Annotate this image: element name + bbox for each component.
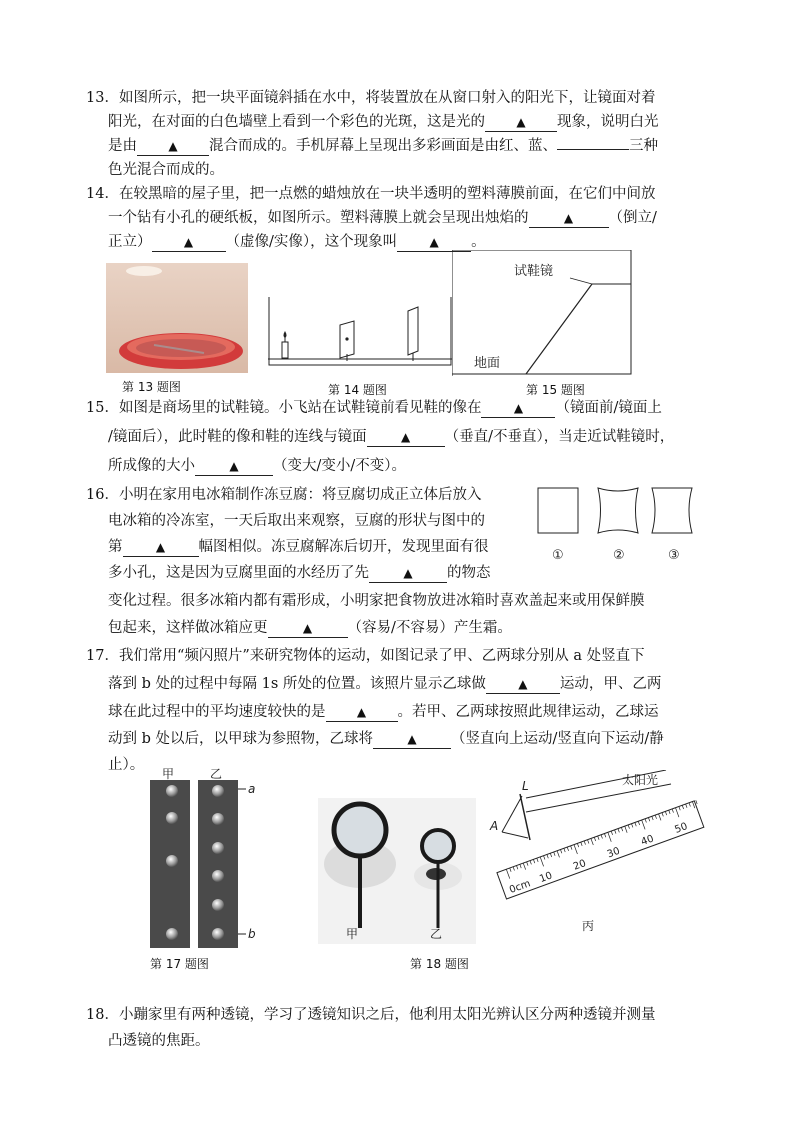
fig15-ground-label: 地面 [474, 356, 501, 371]
q14-line1: 14．在较黑暗的屋子里，把一点燃的蜡烛放在一块半透明的塑料薄膜前面，在它们中间放 [86, 186, 656, 202]
q18-line1: 18．小蹦家里有两种透镜，学习了透镜知识之后，他利用太阳光辨认区分两种透镜并测量 [86, 1007, 656, 1023]
fig15-diagram [452, 250, 636, 376]
fig18-sunlight-label: 太阳光 [622, 773, 659, 787]
fig17-strobe-photo [150, 768, 262, 950]
answer-blank[interactable]: ▲ [195, 457, 273, 476]
answer-blank[interactable]: ▲ [268, 619, 348, 638]
ruler-tick-40: 40 [639, 833, 656, 849]
fig15-mirror-label: 试鞋镜 [514, 264, 554, 279]
fig18-lens-photo [318, 798, 476, 944]
answer-blank[interactable]: ▲ [369, 564, 447, 583]
q16-line2: 电冰箱的冷冻室，一天后取出来观察，豆腐的形状与图中的 [108, 513, 485, 529]
ruler-tick-20: 20 [571, 858, 588, 873]
tofu-label-1: ① [552, 548, 564, 563]
answer-blank[interactable]: ▲ [485, 113, 557, 132]
q15-line2: /镜面后），此时鞋的像和鞋的连线与镜面 ▲ （垂直/不垂直），当走近试鞋镜时， [108, 429, 675, 445]
tofu-label-3: ③ [668, 548, 680, 563]
fig13-photo [106, 263, 248, 373]
q14-line3: 正立） ▲ （虚像/实像），这个现象叫 ▲ 。 [108, 234, 486, 250]
q13-line3: 是由 ▲ 混合而成的。手机屏幕上呈现出多彩画面是由红、蓝、 三种 [108, 138, 658, 154]
fig17-label-b: b [248, 927, 256, 941]
ruler-tick-50: 50 [673, 821, 690, 836]
q15-line3: 所成像的大小 ▲ （变大/变小/不变）。 [108, 458, 407, 474]
q15-line1: 15．如图是商场里的试鞋镜。小飞站在试鞋镜前看见鞋的像在 ▲ （镜面前/镜面上 [86, 400, 662, 416]
answer-blank[interactable] [557, 149, 629, 150]
q17-line2: 落到 b 处的过程中每隔 1s 所处的位置。该照片显示乙球做 ▲ 运动，甲、乙两 [108, 676, 662, 692]
answer-blank[interactable]: ▲ [529, 209, 609, 228]
ruler-tick-mark [696, 800, 697, 804]
fig14-caption: 第 14 题图 [328, 383, 387, 397]
q13-line2: 阳光，在对面的白色墙壁上看到一个彩色的光斑，这是光的 ▲ 现象，说明白光 [108, 114, 659, 130]
fig18-caption: 第 18 题图 [410, 957, 469, 971]
answer-blank[interactable]: ▲ [152, 233, 226, 252]
q16-line5: 变化过程。很多冰箱内都有霜形成，小明家把食物放进冰箱时喜欢盖起来或用保鲜膜 [108, 593, 645, 609]
fig17-label-jia: 甲 [162, 768, 175, 781]
ruler-tick-10: 10 [538, 870, 554, 886]
fig17-label-yi: 乙 [210, 768, 223, 781]
ruler-tick-30: 30 [605, 845, 622, 861]
ruler-tick-0: 0cm [508, 878, 533, 896]
q17-line1: 17．我们常用“频闪照片”来研究物体的运动，如图记录了甲、乙两球分别从 a 处竖直下 [86, 648, 645, 664]
q13-line1: 13．如图所示，把一块平面镜斜插在水中，将装置放在从窗口射入的阳光下，让镜面对着 [86, 90, 656, 106]
fig14-diagram [268, 295, 452, 375]
answer-blank[interactable]: ▲ [397, 233, 471, 252]
q18-line2: 凸透镜的焦距。 [108, 1033, 210, 1049]
q17-line3: 球在此过程中的平均速度较快的是 ▲ 。若甲、乙两球按照此规律运动，乙球运 [108, 704, 659, 720]
q16-line6: 包起来，这样做冰箱应更 ▲ （容易/不容易）产生霜。 [108, 620, 512, 636]
fig15-caption: 第 15 题图 [526, 383, 585, 397]
answer-blank[interactable]: ▲ [481, 399, 555, 418]
q13-line4: 色光混合而成的。 [108, 162, 224, 178]
fig18-label-A: A [490, 819, 499, 833]
fig18-ruler-diagram [486, 770, 706, 942]
answer-blank[interactable]: ▲ [486, 675, 560, 694]
fig18-label-bing: 丙 [582, 919, 595, 933]
q16-tofu-figures [534, 485, 694, 565]
fig18-label-L: L [522, 779, 529, 793]
q16-line1: 16．小明在家用电冰箱制作冻豆腐：将豆腐切成正立体后放入 [86, 487, 482, 503]
answer-blank[interactable]: ▲ [373, 730, 451, 749]
q14-line2: 一个钻有小孔的硬纸板，如图所示。塑料薄膜上就会呈现出烛焰的 ▲ （倒立/ [108, 210, 657, 226]
fig18-label-jia: 甲 [346, 927, 359, 941]
answer-blank[interactable]: ▲ [326, 703, 398, 722]
fig13-caption: 第 13 题图 [122, 380, 181, 394]
fig17-caption: 第 17 题图 [150, 957, 209, 971]
answer-blank[interactable]: ▲ [123, 538, 199, 557]
q17-line5: 止）。 [108, 757, 145, 773]
answer-blank[interactable]: ▲ [367, 428, 445, 447]
q17-line4: 动到 b 处以后，以甲球为参照物，乙球将 ▲ （竖直向上运动/竖直向下运动/静 [108, 731, 664, 747]
fig17-label-a: a [248, 782, 256, 796]
tofu-label-2: ② [613, 548, 625, 563]
q16-line4: 多小孔，这是因为豆腐里面的水经历了先 ▲ 的物态 [108, 565, 491, 581]
q16-line3: 第 ▲ 幅图相似。冻豆腐解冻后切开，发现里面有很 [108, 539, 489, 555]
fig18-label-yi: 乙 [430, 927, 443, 941]
answer-blank[interactable]: ▲ [137, 137, 209, 156]
